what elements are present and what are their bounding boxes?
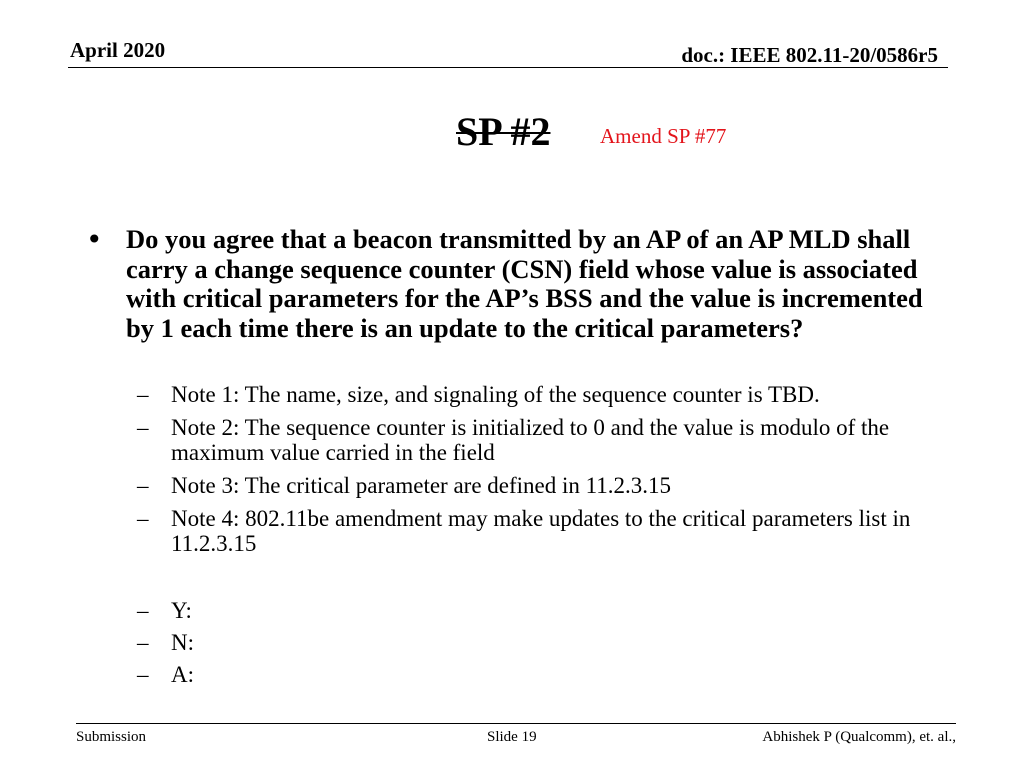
vote-item: [137, 630, 947, 655]
bullet-icon: •: [86, 223, 103, 256]
note-item: [137, 506, 947, 556]
vote-label: N:: [171, 630, 194, 655]
note-item: [137, 415, 947, 465]
note-item: [137, 473, 947, 498]
vote-item: [137, 662, 947, 687]
footer-submission: Submission: [76, 729, 147, 745]
question-text: Do you agree that a beacon transmitted by an AP of an AP MLD shall carry a change sequence counter (CSN) field whose value is associated with critical parameters for the AP’s BSS and the value is incremented by 1 each time there is an update to the critical parameters?: [126, 224, 923, 343]
header-divider: [68, 67, 948, 68]
header-date: April 2020: [70, 38, 166, 62]
note-text: Note 3: The critical parameter are defined in 11.2.3.15: [171, 473, 672, 498]
slide-title: SP #2: [456, 109, 551, 154]
dash-icon: –: [137, 382, 149, 407]
footer-author: Abhishek P (Qualcomm), et. al.,: [762, 729, 956, 745]
dash-icon: –: [137, 473, 149, 498]
footer-divider: [76, 723, 956, 724]
note-item: [137, 382, 947, 407]
main-bullet: [86, 225, 946, 343]
note-text: Note 2: The sequence counter is initialized to 0 and the value is modulo of the maximum value carried in the field: [171, 415, 890, 465]
vote-label: A:: [171, 662, 194, 687]
amend-note: Amend SP #77: [600, 124, 727, 148]
dash-icon: –: [137, 630, 149, 655]
dash-icon: –: [137, 506, 149, 531]
note-text: Note 1: The name, size, and signaling of the sequence counter is TBD.: [171, 382, 820, 407]
dash-icon: –: [137, 598, 149, 623]
dash-icon: –: [137, 415, 149, 440]
vote-label: Y:: [171, 598, 192, 623]
votes-list: [137, 598, 947, 694]
note-text: Note 4: 802.11be amendment may make updates to the critical parameters list in 11.2.3.15: [171, 506, 911, 556]
header-doc-id: doc.: IEEE 802.11-20/0586r5: [681, 43, 938, 67]
notes-list: [137, 382, 947, 564]
footer-slide-number: Slide 19: [487, 729, 537, 745]
dash-icon: –: [137, 662, 149, 687]
vote-item: [137, 598, 947, 623]
